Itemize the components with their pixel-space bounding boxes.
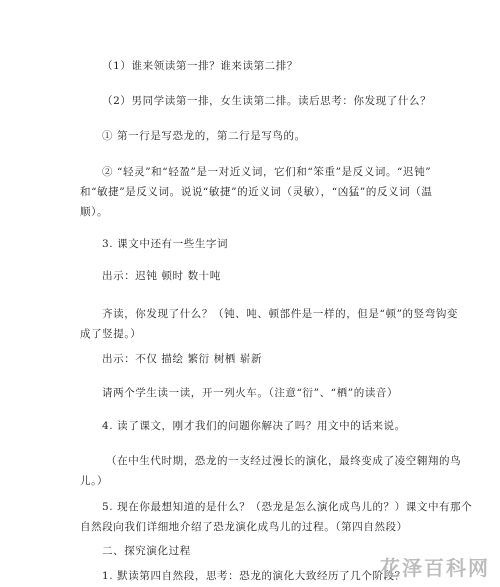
- text-line: 儿。）: [80, 475, 109, 487]
- reading-instruction: [102, 383, 398, 403]
- text-line: 出示：不仅 描绘 繁衍 树栖 崭新: [102, 353, 263, 365]
- text-line: 1. 默读第四自然段，思考：恐龙的演化大致经历了几个阶段？: [102, 570, 406, 582]
- text-line: （在中生代时期，恐龙的一支经过漫长的演化，最终变成了凌空翱翔的鸟: [106, 455, 462, 467]
- observation-paragraph: [80, 304, 459, 344]
- answer-4: [80, 451, 462, 491]
- text-line: 自然段向我们详细地介绍了恐龙演化成鸟儿的过程。（第四自然段）: [80, 521, 408, 533]
- answer-1: [102, 126, 306, 146]
- question-5: [80, 497, 473, 537]
- text-line: 5. 现在你最想知道的是什么？（恐龙是怎么演化成鸟儿的？）课文中有那个: [102, 501, 473, 513]
- text-line: 3. 课文中还有一些生字词: [102, 238, 229, 250]
- vocab-list-2: [102, 349, 262, 369]
- section-3-heading: [102, 234, 228, 254]
- answer-2: [80, 162, 433, 222]
- text-line: 齐读，你发现了什么？（钝、吨、顿部件是一样的，但是“顿”的竖弯钩变: [102, 308, 459, 320]
- text-line: 成了竖提。）: [80, 328, 142, 340]
- text-line: ② “轻灵”和“轻盈”是一对近义词，它们和“笨重”是反义词。“迟钝”: [102, 166, 432, 178]
- section-2-heading: [102, 541, 191, 561]
- vocab-list-1: [102, 266, 221, 286]
- text-line: 和“敏捷”是反义词。说说“敏捷”的近义词（灵敏），“凶猛”的反义词（温: [80, 186, 433, 198]
- text-line: 请两个学生读一读，开一列火车。（注意“衍”、“栖”的读音）: [102, 387, 399, 399]
- text-line: 4. 读了课文，刚才我们的问题你解决了吗？用文中的话来说。: [102, 420, 406, 432]
- text-line: 二、探究演化过程: [102, 545, 191, 557]
- question-1: [102, 56, 298, 76]
- text-line: 出示：迟钝 顿时 数十吨: [102, 270, 221, 282]
- text-line: ① 第一行是写恐龙的，第二行是写鸟的。: [102, 130, 306, 142]
- text-line: （1）谁来领读第一排？谁来读第二排？: [102, 60, 298, 72]
- question-2: [102, 91, 431, 111]
- text-line: （2）男同学读第一排，女生读第二排。读后思考：你发现了什么？: [102, 95, 432, 107]
- question-4: [102, 416, 406, 436]
- text-line: 顺）。: [80, 206, 109, 218]
- site-watermark: 花泽百科网: [380, 556, 490, 580]
- task-1: [102, 566, 406, 586]
